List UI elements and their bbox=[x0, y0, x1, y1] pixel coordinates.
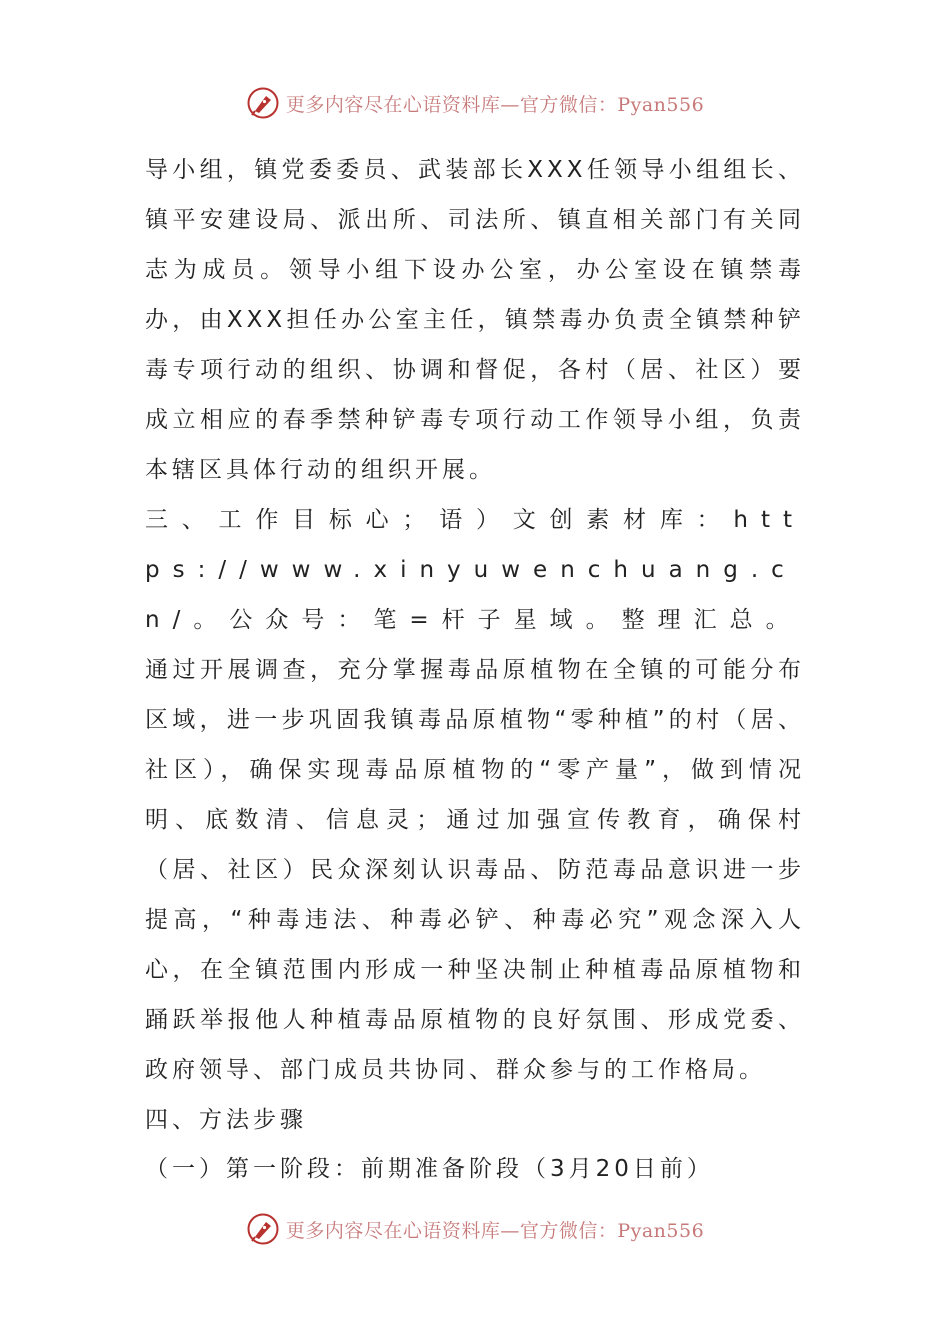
header-watermark bbox=[0, 83, 950, 123]
footer-watermark bbox=[0, 1209, 950, 1249]
section-heading-goals: 三、工作目标心；语）文创素材库：https://www.xinyuwenchuang.cn/。公众号：笔=杆子星域。整理汇总。 bbox=[145, 507, 805, 633]
watermark-text: 更多内容尽在心语资料库—官方微信：Pyan556 bbox=[285, 93, 705, 116]
paragraph-goals: 通过开展调查，充分掌握毒品原植物在全镇的可能分布区域，进一步巩固我镇毒品原植物“零种植”的村（居、社区），确保实现毒品原植物的“零产量”，做到情况明、底数清、信息灵；通过加强宣传教育，确保村（居、社区）民众深刻认识毒品、防范毒品意识进一步提高，“种毒违法、种毒必铲、种毒必究”观念深入人心，在全镇范围内形成一种坚决制止种植毒品原植物和踊跃举报他人种植毒品原植物的良好氛围、形成党委、政府领导、部门成员共协同、群众参与的工作格局。 bbox=[145, 657, 805, 1083]
pen-nib-logo-icon bbox=[246, 1212, 280, 1246]
document-body bbox=[145, 145, 805, 1193]
pen-nib-logo-icon bbox=[246, 86, 280, 120]
watermark-text: 更多内容尽在心语资料库—官方微信：Pyan556 bbox=[285, 1219, 705, 1242]
paragraph-leading-group: 导小组，镇党委委员、武装部长XXX任领导小组组长、镇平安建设局、派出所、司法所、镇直相关部门有关同志为成员。领导小组下设办公室，办公室设在镇禁毒办，由XXX担任办公室主任，镇禁毒办负责全镇禁种铲毒专项行动的组织、协调和督促，各村（居、社区）要成立相应的春季禁种铲毒专项行动工作领导小组，负责本辖区具体行动的组织开展。 bbox=[145, 157, 805, 483]
section-heading-methods: 四、方法步骤 bbox=[145, 1107, 307, 1133]
subsection-heading-phase-one: （一）第一阶段：前期准备阶段（3月20日前） bbox=[145, 1156, 714, 1182]
